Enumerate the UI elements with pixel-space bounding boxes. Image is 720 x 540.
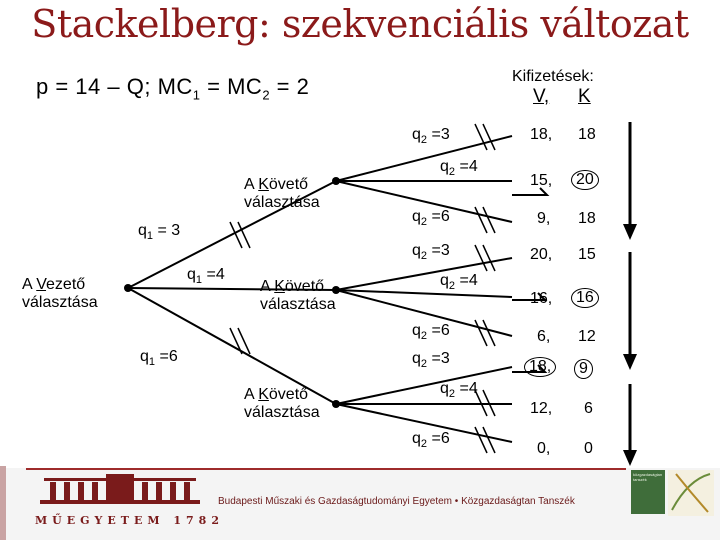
model-equation: p = 14 – Q; $MC_1 = MC_2 = 2$ [36, 74, 310, 103]
payoff-follower-best: 16 [571, 288, 599, 308]
payoff-leader: 15, [530, 172, 553, 189]
payoff-follower-best: 9 [574, 359, 593, 379]
payoff-leader: 9, [537, 210, 551, 227]
payoff-leader: 16, [530, 290, 553, 307]
payoff-leader: 6, [537, 328, 551, 345]
leader-move-label: $q_1 =4$ [187, 266, 225, 287]
leader-move-label: $q_1 =6$ [140, 348, 178, 369]
follower-move-label: $q_2 =6$ [412, 322, 450, 343]
payoff-follower: 18 [578, 126, 596, 143]
payoff-leader-best: 18, [524, 357, 556, 377]
leader-move-label: $q_1 = 3$ [138, 222, 181, 243]
payoff-leader: 20, [530, 246, 553, 263]
follower-move-label: $q_2 =6$ [412, 208, 450, 229]
follower-move-label: $q_2 =4$ [440, 380, 478, 401]
follower-move-label: $q_2 =4$ [440, 158, 478, 179]
follower-choice-label: A Követő választása [260, 278, 336, 313]
follower-move-label: $q_2 =3$ [412, 242, 450, 263]
follower-move-label: $q_2 =6$ [412, 430, 450, 451]
payoff-leader: 18, [530, 126, 553, 143]
logo-text: MŰEGYETEM 1782 [35, 514, 224, 527]
follower-move-label: $q_2 =4$ [440, 272, 478, 293]
payoffs-header: Kifizetések: [512, 68, 594, 85]
footer-accent [0, 466, 6, 540]
column-follower: K [578, 86, 591, 107]
payoff-follower: 15 [578, 246, 596, 263]
payoff-leader: 0, [537, 440, 551, 457]
department-emblem-icon [668, 470, 714, 516]
payoff-leader: 12, [530, 400, 553, 417]
follower-move-label: $q_2 =3$ [412, 126, 450, 147]
department-logo: közgazdaságtan tanszék [631, 470, 665, 514]
payoff-follower: 18 [578, 210, 596, 227]
column-leader: V, [533, 86, 550, 107]
slide-title: Stackelberg: szekvenciális változat [31, 2, 689, 46]
follower-choice-label: A Követő választása [244, 176, 320, 211]
follower-move-label: $q_2 =3$ [412, 350, 450, 371]
payoff-follower-best: 20 [571, 170, 599, 190]
payoff-follower: 12 [578, 328, 596, 345]
payoff-follower: 6 [584, 400, 593, 417]
footer-institution: Budapesti Műszaki és Gazdaságtudományi Egyetem • Közgazdaságtan Tanszék [218, 496, 575, 507]
payoff-follower: 0 [584, 440, 593, 457]
university-logo-icon [40, 470, 200, 514]
follower-choice-label: A Követő választása [244, 386, 320, 421]
leader-choice-label: A Vezető választása [22, 276, 98, 311]
